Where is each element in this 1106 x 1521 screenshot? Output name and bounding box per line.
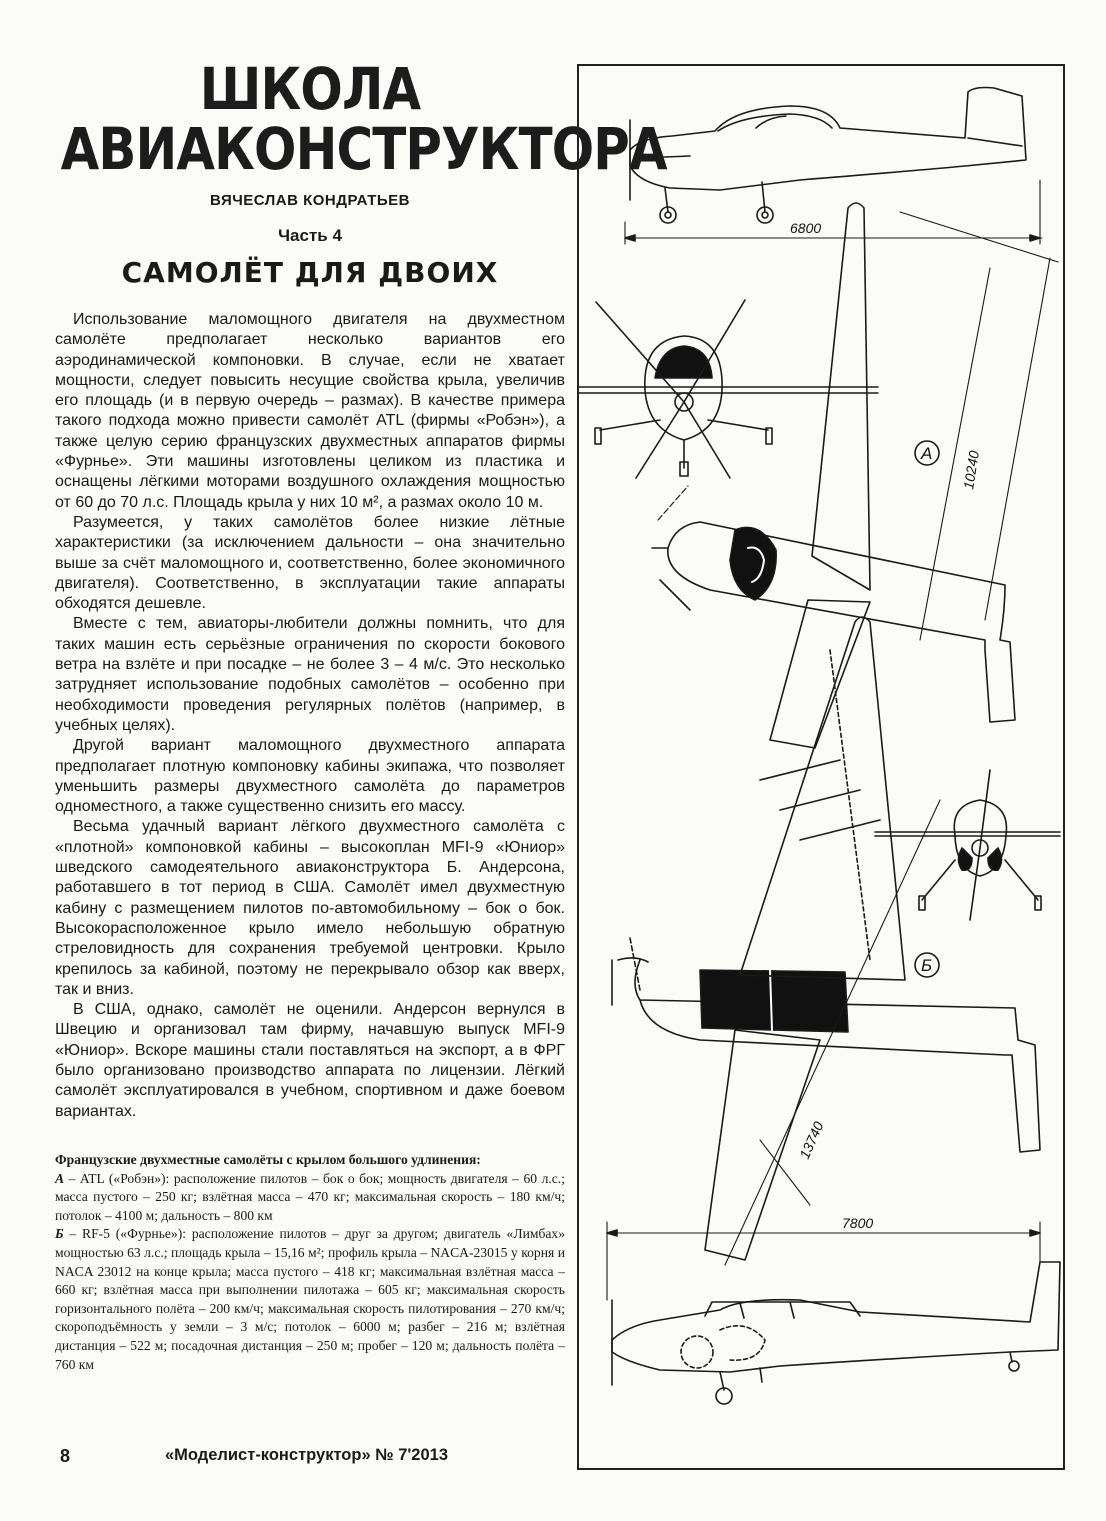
aircraft-a-side-view bbox=[625, 88, 1042, 245]
caption-title: Французские двухместные самолёты с крылом большого удлинения: bbox=[55, 1152, 481, 1167]
dim-span-a: 10240 bbox=[960, 449, 983, 491]
dim-length-a: 6800 bbox=[790, 220, 822, 236]
aircraft-b-top-view bbox=[612, 617, 1040, 1265]
label-a: А bbox=[921, 444, 933, 463]
paragraph: Весьма удачный вариант лёгкого двухместного самолёта с «плотной» компоновкой кабины – высокоплан MFI-9 «Юниор» шведского самодеятельного авиаконструктора Б. Андерсона, работавшего в тот период в США. Самолёт имел двухместную кабину с размещением пилотов по-автомобильному – бок о бок. Высокорасположенное крыло имело небольшую обратную стреловидность для сохранения требуемой центровки. Крыло крепилось за кабиной, поэтому не перекрывало обзор как вверх, так и вниз. bbox=[55, 818, 565, 998]
dim-span-b: 13740 bbox=[796, 1119, 827, 1162]
magazine-issue: «Моделист-конструктор» № 7'2013 bbox=[165, 1446, 449, 1464]
aircraft-b-front-view bbox=[875, 770, 1060, 920]
title-line-2: АВИАКОНСТРУКТОРА bbox=[60, 115, 667, 183]
caption-text-b: – RF-5 («Фурнье»): расположение пилотов – друг за другом; двигатель «Лимбах» мощностью 63 л.с.; площадь крыла – 15,16 м²; профиль крыла – NACA-23015 у корня и NACA 23012 на конце крыла; масса пустого – 418 кг; максимальная взлётная масса – 660 кг; взлётная масса при выполнении пилотажа – 605 кг; максимальная скорость горизонтального полёта – 200 км/ч; максимальная скорость пилотирования – 270 км/ч; скороподъёмность у земли – 3 м/с; потолок – 6000 м; разбег – 216 м; взлётная дистанция – 522 м; посадочная дистанция – 250 м; пробег – 120 м; дальность полёта – 760 км bbox=[55, 1226, 565, 1372]
title-line-1: ШКОЛА bbox=[199, 55, 421, 123]
label-b: Б bbox=[921, 956, 933, 975]
caption-letter-a: А bbox=[55, 1170, 65, 1186]
paragraph: Другой вариант маломощного двухместного аппарата предполагает плотную компоновку кабины экипажа, что позволяет уменьшить размеры двухместного самолёта до параметров одноместного, а также существенно снизить его массу. bbox=[55, 737, 565, 816]
author-name: ВЯЧЕСЛАВ КОНДРАТЬЕВ bbox=[210, 192, 410, 209]
page-number: 8 bbox=[60, 1446, 71, 1466]
article-subtitle: САМОЛЁТ ДЛЯ ДВОИХ bbox=[121, 256, 499, 289]
paragraph: В США, однако, самолёт не оценили. Андерсон вернулся в Швецию и организовал там фирму, начавшую выпуск MFI-9 «Юниор». Вскоре машины стали поставляться на экспорт, а в ФРГ было организовано производство аппарата по лицензии. Лёгкий самолёт эксплуатировался в учебном, спортивном и даже боевом вариантах. bbox=[55, 1001, 565, 1120]
caption-letter-b: Б bbox=[55, 1226, 64, 1242]
aircraft-b-side-view bbox=[607, 1222, 1060, 1404]
dim-length-b: 7800 bbox=[842, 1215, 874, 1231]
paragraph: Использование маломощного двигателя на двухместном самолёте предполагает несколько вариантов его аэродинамической компоновки. В случае, если не хватает мощности, следует повысить несущие свойства крыла, увеличив его площадь (и в первую очередь – размах). В качестве примера такого подхода можно привести самолёт ATL (фирмы «Робэн»), а также целую серию французских двухместных аппаратов фирмы «Фурнье». Эти машины изготовлены целиком из пластика и оснащены лёгкими моторами воздушного охлаждения мощностью от 60 до 70 л.с. Площадь крыла у них 10 м², а размах около 10 м. bbox=[55, 311, 565, 511]
part-label: Часть 4 bbox=[278, 226, 342, 245]
aircraft-a-front-view bbox=[578, 300, 878, 478]
aircraft-a-top-view bbox=[652, 203, 1058, 748]
paragraph: Разумеется, у таких самолётов более низкие лётные характеристики (за исключением дальности – она значительно выше за счёт маломощного и, соответственно, более экономичного двигателя). Соответственно, в эксплуатации такие аппараты обходятся дешевле. bbox=[55, 513, 565, 613]
caption-text-a: – ATL («Робэн»): расположение пилотов – бок о бок; мощность двигателя – 60 л.с.; масса пустого – 250 кг; взлётная масса – 470 кг; максимальная скорость – 180 км/ч; потолок – 4100 м; дальность – 800 км bbox=[55, 1170, 565, 1223]
paragraph: Вместе с тем, авиаторы-любители должны помнить, что для таких машин есть серьёзные ограничения по скорости бокового ветра на взлёте и при посадке – не более 3 – 4 м/с. Это несколько затрудняет использование подобных самолётов – особенно при необходимости проведения регулярных полётов (например, в учебных целях). bbox=[55, 615, 565, 734]
